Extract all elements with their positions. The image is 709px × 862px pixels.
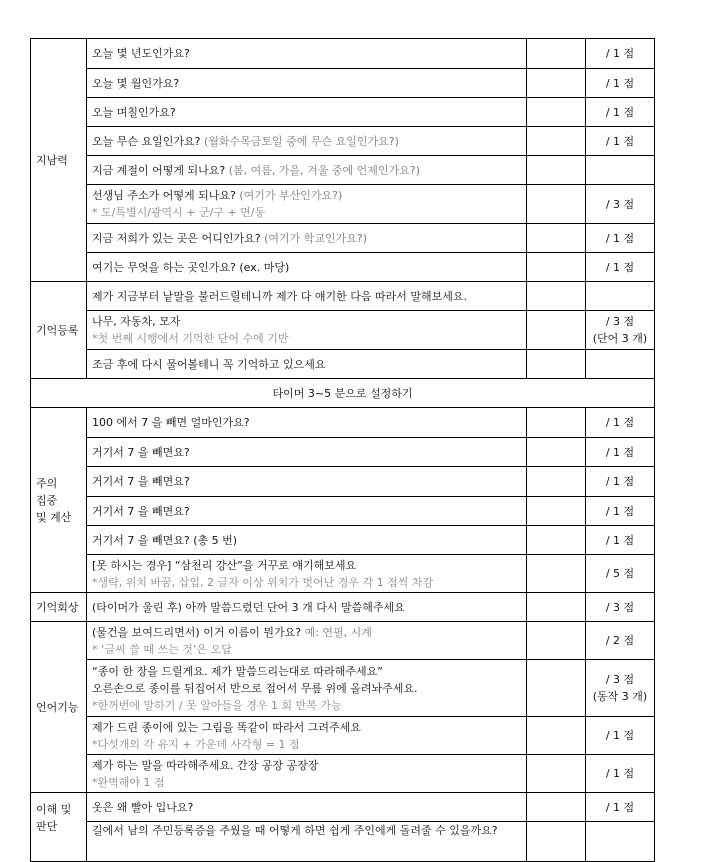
answer-cell[interactable]: [527, 224, 586, 253]
score-cell: / 1 점: [586, 717, 655, 755]
question-text: 나무, 자동차, 모자: [92, 315, 181, 328]
table-row: [31, 185, 655, 224]
assessment-table: [30, 38, 655, 862]
question-cell: 조금 후에 다시 물어볼테니 꼭 기억하고 있으세요: [87, 350, 527, 379]
table-row: [31, 755, 655, 793]
question-hint: (월화수목금토일 중에 무슨 요일인가요?): [203, 134, 399, 148]
table-row: [31, 622, 655, 660]
table-row: [31, 822, 655, 862]
question-cell: [87, 555, 527, 593]
question-text-2: 오른손으로 종이를 뒤집어서 반으로 접어서 무릎 위에 올려놔주세요.: [92, 681, 418, 695]
score-cell: / 1 점: [586, 69, 655, 98]
question-hint: (여기가 학교인가요?): [264, 231, 368, 245]
score-cell: / 1 점: [586, 755, 655, 793]
section-recall: 기억회상: [31, 593, 87, 622]
score-cell: / 1 점: [586, 224, 655, 253]
question-cell: [87, 660, 527, 717]
answer-cell[interactable]: [527, 408, 586, 438]
table-row: [31, 408, 655, 438]
answer-cell[interactable]: [527, 593, 586, 622]
score-cell: [586, 822, 655, 862]
question-cell: [87, 127, 527, 156]
score-cell: / 2 점: [586, 622, 655, 660]
question-cell: [87, 311, 527, 350]
score-cell: / 1 점: [586, 127, 655, 156]
question-cell: [87, 156, 527, 185]
answer-cell[interactable]: [527, 39, 586, 69]
answer-cell[interactable]: [527, 526, 586, 555]
scoring-note: *생략, 위치 바꿈, 삽입, 2 글자 이상 위치가 벗어난 경우 각 1 점씩 차감: [92, 575, 434, 589]
table-row: [31, 253, 655, 282]
question-text: 제가 하는 말을 따라해주세요. 간장 공장 공장장: [92, 758, 319, 772]
question-cell: [87, 622, 527, 660]
table-row: [31, 593, 655, 622]
scoring-note: * 도/특별시/광역시 + 군/구 + 면/동: [92, 206, 266, 219]
score-detail: (동작 3 개): [592, 690, 648, 703]
table-row: [31, 793, 655, 822]
question-text: (물건을 보여드리면서) 이거 이름이 뭔가요?: [92, 625, 302, 639]
question-cell: 100 에서 7 을 빼면 얼마인가요?: [87, 408, 527, 438]
question-cell: 제가 지금부터 낱말을 불러드릴테니까 제가 다 얘기한 다음 따라서 말해보세요.: [87, 282, 527, 311]
score-cell: / 1 점: [586, 39, 655, 69]
answer-cell[interactable]: [527, 156, 586, 185]
question-cell: [87, 755, 527, 793]
answer-cell[interactable]: [527, 253, 586, 282]
question-text: 지금 저희가 있는 곳은 어디인가요?: [92, 231, 261, 245]
score-cell: / 1 점: [586, 438, 655, 467]
table-row: [31, 438, 655, 467]
score-cell: / 1 점: [586, 98, 655, 127]
question-cell: 거기서 7 을 빼면요?: [87, 497, 527, 526]
score-cell: [586, 311, 655, 350]
score-cell: / 1 점: [586, 467, 655, 497]
table-row: [31, 497, 655, 526]
answer-cell[interactable]: [527, 555, 586, 593]
answer-cell[interactable]: [527, 822, 586, 862]
answer-cell[interactable]: [527, 793, 586, 822]
question-cell: (타이머가 울린 후) 아까 말씀드렸던 단어 3 개 다시 말씀해주세요: [87, 593, 527, 622]
score-detail: (단어 3 개): [592, 332, 648, 345]
table-row: [31, 156, 655, 185]
scoring-note: *완벽해야 1 점: [92, 775, 165, 789]
score-cell: / 3 점: [586, 185, 655, 224]
score-cell: [586, 282, 655, 311]
question-text: 오늘 무슨 요일인가요?: [92, 134, 201, 148]
section-orientation: 지남력: [31, 39, 87, 282]
answer-cell[interactable]: [527, 185, 586, 224]
scoring-note: *다섯개의 각 유지 + 가운데 사각형 = 1 점: [92, 737, 300, 751]
question-cell: 오늘 며칠인가요?: [87, 98, 527, 127]
table-row: [31, 555, 655, 593]
question-cell: 오늘 몇 년도인가요?: [87, 39, 527, 69]
answer-cell[interactable]: [527, 755, 586, 793]
answer-cell[interactable]: [527, 98, 586, 127]
table-row: [31, 350, 655, 379]
table-row: [31, 660, 655, 717]
table-row: [31, 69, 655, 98]
question-cell: [87, 224, 527, 253]
answer-cell[interactable]: [527, 350, 586, 379]
question-text: “종이 한 장을 드릴게요. 제가 말씀드리는대로 따라해주세요”: [92, 664, 383, 678]
question-hint: (여기가 부산인가요?): [239, 189, 343, 202]
score-text: / 3 점: [605, 315, 635, 328]
question-cell: 거기서 7 을 빼면요? (총 5 번): [87, 526, 527, 555]
table-row: [31, 717, 655, 755]
section-judgment: 이해 및 판단: [31, 793, 87, 862]
score-cell: / 1 점: [586, 526, 655, 555]
question-text: 선생님 주소가 어떻게 되나요?: [92, 189, 236, 202]
scoring-note: *첫 번째 시행에서 기억한 단어 수에 기반: [92, 332, 289, 345]
question-cell: 옷은 왜 빨아 입나요?: [87, 793, 527, 822]
question-text: 제가 드린 종이에 있는 그림을 똑같이 따라서 그려주세요: [92, 720, 361, 734]
score-cell: / 5 점: [586, 555, 655, 593]
question-text: [못 하시는 경우] “삼천리 강산”을 거꾸로 얘기해보세요: [92, 558, 357, 572]
score-cell: [586, 660, 655, 717]
table-row: [31, 311, 655, 350]
answer-cell[interactable]: [527, 282, 586, 311]
question-hint: 예: 연필, 시계: [304, 625, 372, 639]
answer-cell[interactable]: [527, 69, 586, 98]
question-cell: [87, 717, 527, 755]
answer-cell[interactable]: [527, 438, 586, 467]
section-registration: 기억등록: [31, 282, 87, 379]
table-row: [31, 526, 655, 555]
score-text: / 3 점: [605, 673, 635, 686]
scoring-note: *한꺼번에 말하기 / 못 알아들을 경우 1 회 반복 가능: [92, 698, 342, 712]
scoring-note: * ‘글씨 쓸 때 쓰는 것’은 오답: [92, 642, 232, 656]
table-row: [31, 127, 655, 156]
answer-cell[interactable]: [527, 467, 586, 497]
timer-instruction: 타이머 3~5 분으로 설정하기: [31, 379, 655, 408]
table-row: [31, 379, 655, 408]
question-cell: [87, 185, 527, 224]
answer-cell[interactable]: [527, 311, 586, 350]
score-cell: / 1 점: [586, 253, 655, 282]
section-attention: 주의 집중 및 계산: [31, 408, 87, 593]
table-row: [31, 98, 655, 127]
table-row: [31, 467, 655, 497]
answer-cell[interactable]: [527, 127, 586, 156]
question-cell: 오늘 몇 월인가요?: [87, 69, 527, 98]
answer-cell[interactable]: [527, 660, 586, 717]
table-row: [31, 224, 655, 253]
answer-cell[interactable]: [527, 717, 586, 755]
question-text: 지금 계절이 어떻게 되나요?: [92, 163, 226, 177]
score-cell: [586, 350, 655, 379]
question-hint: (봄, 여름, 가을, 겨울 중에 언제인가요?): [228, 163, 420, 177]
score-cell: [586, 156, 655, 185]
question-cell: 길에서 남의 주민등록증을 주웠을 때 어떻게 하면 쉽게 주인에게 돌려줄 수 있을까요?: [87, 822, 527, 862]
question-cell: 거기서 7 을 빼면요?: [87, 438, 527, 467]
score-cell: / 1 점: [586, 408, 655, 438]
section-language: 언어기능: [31, 622, 87, 793]
score-cell: / 3 점: [586, 593, 655, 622]
score-cell: / 1 점: [586, 793, 655, 822]
answer-cell[interactable]: [527, 622, 586, 660]
table-row: [31, 39, 655, 69]
table-row: [31, 282, 655, 311]
answer-cell[interactable]: [527, 497, 586, 526]
question-cell: 여기는 무엇을 하는 곳인가요? (ex. 마당): [87, 253, 527, 282]
score-cell: / 1 점: [586, 497, 655, 526]
question-cell: 거기서 7 을 빼면요?: [87, 467, 527, 497]
